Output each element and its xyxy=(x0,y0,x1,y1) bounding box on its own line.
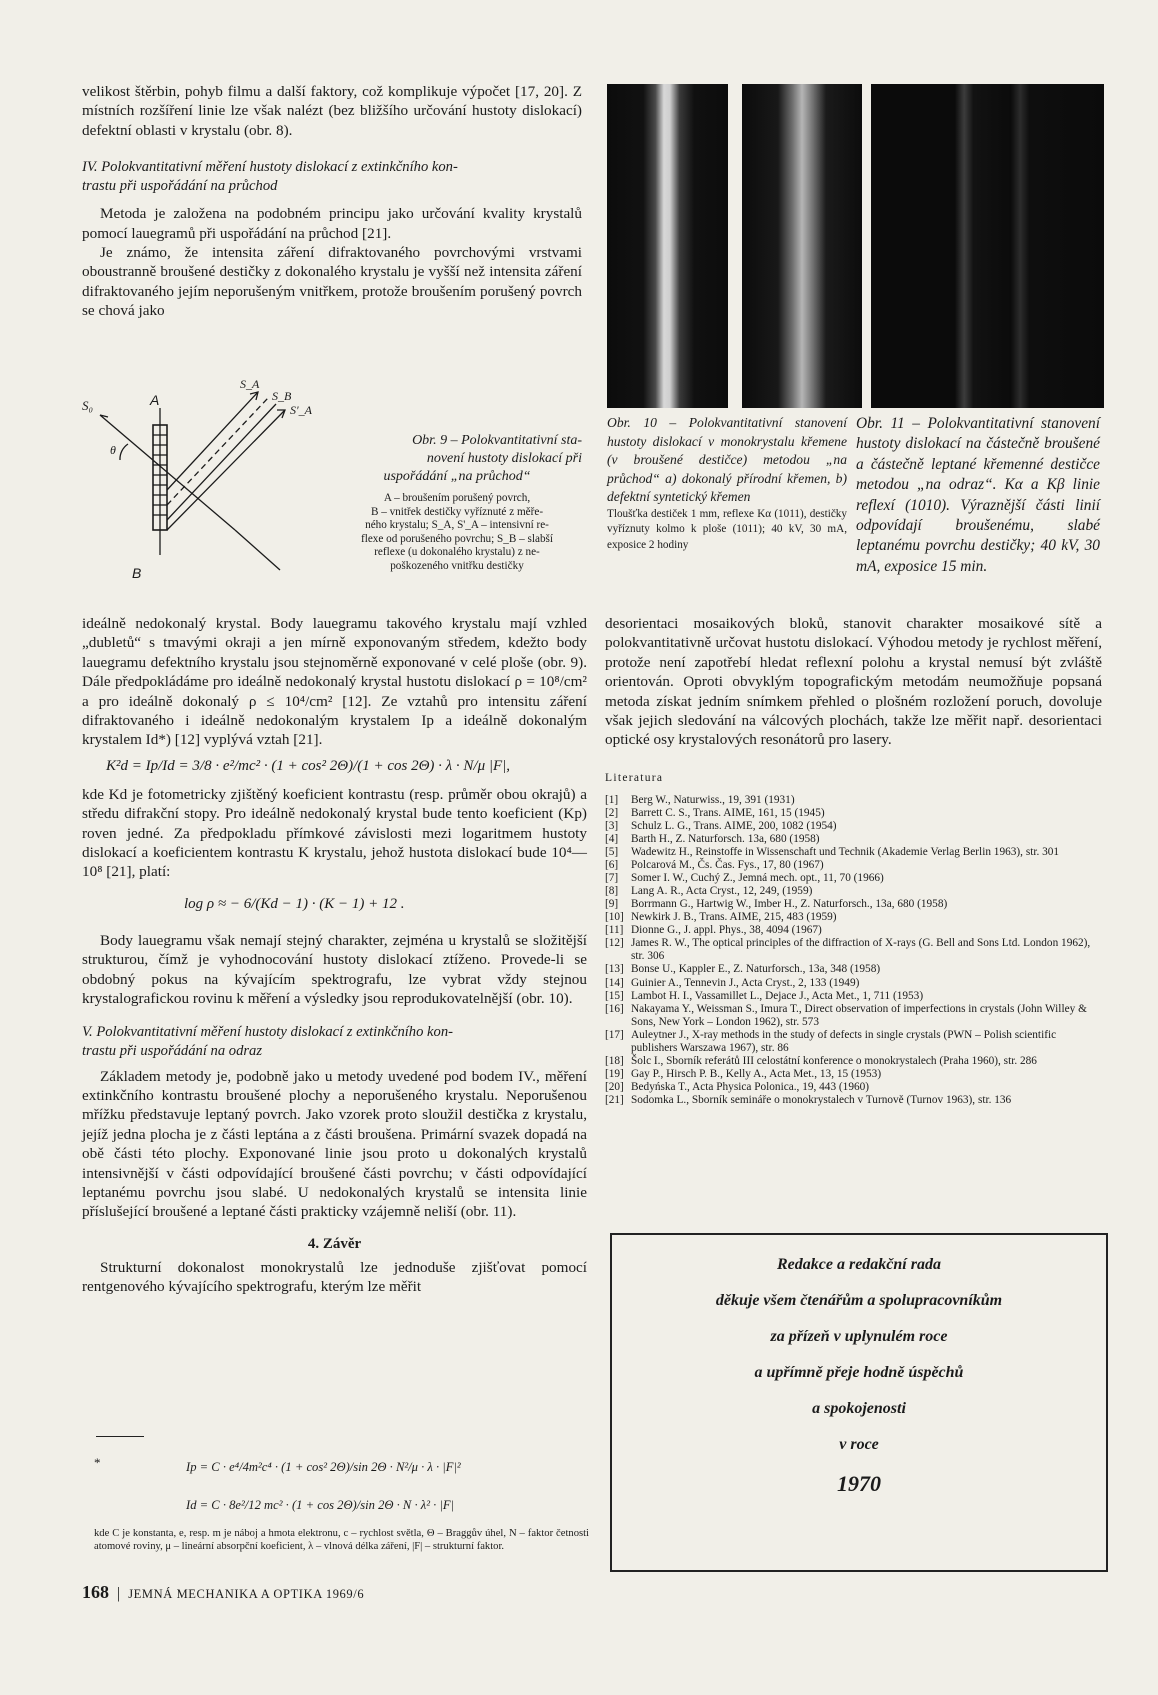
label-sa-prime: S'_A xyxy=(290,403,312,417)
reference-item xyxy=(605,885,1102,898)
notice-line: a spokojenosti xyxy=(812,1400,906,1417)
footer-divider: | xyxy=(117,1585,121,1602)
section-heading-iv-cont: trastu při uspořádání na průchod xyxy=(82,178,278,195)
footnote-eq-id: Id = C · 8e²/12 mc² · (1 + cos 2Θ)/sin 2Θ · N · λ² · |F| xyxy=(186,1498,455,1512)
reference-text: Lang A. R., Acta Cryst., 12, 249, (1959) xyxy=(631,885,813,898)
figure-9-diagram xyxy=(80,380,330,585)
figure-11-caption xyxy=(856,414,1100,577)
reference-number: [5] xyxy=(605,846,619,859)
reference-item xyxy=(605,977,1102,990)
reference-text: Barth H., Z. Naturforsch. 13a, 680 (1958) xyxy=(631,832,820,845)
reference-number: [10] xyxy=(605,911,624,924)
reference-text: Guinier A., Tennevin J., Acta Cryst., 2, 133 (1949) xyxy=(631,976,860,989)
reference-text: Šolc I., Sborník referátů III celostátní konference o monokrystalech (Praha 1960), str. 286 xyxy=(631,1054,1037,1067)
reference-number: [12] xyxy=(605,937,624,950)
fig11-title: Obr. 11 – Polokvantitativní stanovení hustoty dislokací na částečně broušené a částečně leptané křemenné destičce metodou „na odraz“. Kα a Kβ linie reflexí (1010). Výraznější části linií odpovídají broušenému, slabé leptanému povrchu destičky; 40 kV, 30 mA, exposice 15 min. xyxy=(856,415,1100,575)
reference-text: Wadewitz H., Reinstoffe in Wissenschaft und Technik (Akademie Verlag Berlin 1963), str. 301 xyxy=(631,846,1060,859)
label-theta: θ xyxy=(110,443,116,457)
reference-number: [20] xyxy=(605,1080,624,1093)
reference-number: [17] xyxy=(605,1028,624,1041)
notice-box xyxy=(610,1233,1108,1572)
references-list xyxy=(605,794,1102,1107)
reference-item xyxy=(605,820,1102,833)
page-footer xyxy=(82,1582,682,1603)
reference-number: [13] xyxy=(605,963,624,976)
label-b: B xyxy=(132,565,142,581)
paragraph: velikost štěrbin, pohyb filmu a další faktory, což komplikuje výpočet [17, 20]. Z místních rozšíření linie lze však nalézt (bez bližšího určování hustoty dislokací) defektní oblasti v krystalu (obr. 8). xyxy=(82,83,582,139)
reference-text: Sodomka L., Sborník semináře o monokrystalech v Turnově (Turnov 1963), str. 136 xyxy=(631,1093,1012,1106)
notice-line: za přízeň v uplynulém roce xyxy=(770,1328,948,1345)
figure-10-caption xyxy=(607,414,847,553)
figure-11-photo xyxy=(871,84,1104,408)
paragraph: kde Kd je fotometricky zjištěný koeficient kontrastu (resp. průměr obou okrajů) a středu difrakční stopy. Pro ideálně nedokonalý krystal bude tento koeficient (Kp) roven jedné. Za předpokladu přímkové závislosti mezi logaritmem hustoty dislokací a koeficientem kontrastu K krystalu, jehož hustota dislokací bude 10⁴—10⁸ [21], platí: xyxy=(82,785,587,881)
reference-item xyxy=(605,924,1102,937)
paragraph: Strukturní dokonalost monokrystalů lze jednoduše zjišťovat pomocí rentgenového kývajícího spektrografu, kterým lze měřit xyxy=(82,1258,587,1296)
reference-item xyxy=(605,1068,1102,1081)
reference-item xyxy=(605,807,1102,820)
reference-text: Nakayama Y., Weissman S., Imura T., Direct observation of imperfections in crystals (John Willey & Sons, New York – London 1962), str. 573 xyxy=(631,1002,1087,1028)
paragraph: Body lauegramu však nemají stejný charakter, zejména u krystalů se složitější strukturou, čímž je vyhodnocování hustoty dislokací ztíženo. Provede-li se obdobný pokus na kývajícím spektrografu, lze vybrat vždy stejnou krystalografickou rovinu k měření a výsledky jsou reprodukovatelnější (obr. 10). xyxy=(82,931,587,1008)
reference-text: James R. W., The optical principles of the diffraction of X-rays (G. Bell and Sons Ltd. London 1962), str. 306 xyxy=(631,937,1091,963)
section-heading-iv: IV. Polokvantitativní měření hustoty dislokací z extinkčního kon- xyxy=(82,159,458,176)
reference-number: [2] xyxy=(605,806,619,819)
footnote-star: * xyxy=(94,1455,101,1470)
figure-9-caption xyxy=(332,432,582,574)
section-heading-v: V. Polokvantitativní měření hustoty dislokací z extinkčního kon- xyxy=(82,1023,453,1040)
reference-text: Auleytner J., X-ray methods in the study of defects in single crystals (PWN – Polish scientific publishers Warszawa 1967), str. 86 xyxy=(631,1028,1057,1054)
equation-kd: K²d = Ip/Id = 3/8 · e²/mc² · (1 + cos² 2Θ)/(1 + cos 2Θ) · λ · N/μ |F|, xyxy=(106,757,511,774)
notice-line: v roce xyxy=(839,1436,879,1453)
reference-number: [4] xyxy=(605,832,619,845)
reference-number: [11] xyxy=(605,924,624,937)
fig9-title: Obr. 9 – Polokvantitativní sta- xyxy=(412,433,582,448)
notice-line: Redakce a redakční rada xyxy=(777,1256,941,1273)
reference-number: [19] xyxy=(605,1067,624,1080)
reference-number: [18] xyxy=(605,1054,624,1067)
reference-text: Lambot H. I., Vassamillet L., Dejace J., Acta Met., 1, 711 (1953) xyxy=(631,989,924,1002)
figure-10a-photo xyxy=(607,84,728,408)
fig9-legend: flexe od porušeného povrchu; S_B – slabší xyxy=(360,532,554,545)
journal-title: JEMNÁ MECHANIKA A OPTIKA 1969/6 xyxy=(128,1587,365,1601)
paragraph: desorientaci mosaikových bloků, stanovit charakter mosaikové sítě a polokvantitativně určovat hustotu dislokací. Výhodou metody je rychlost měření, protože není zapotřebí hledat reflexní polohu a krystal nemusí být zvláště orientován. Oproti obvyklým topografickým metodám neumožňuje popsaná metoda získat jedním snímkem přehled o plošném rozložení poruch, dovoluje však jejich sledování na válcových plochách, takže lze měřit např. desorientaci optické osy krystalových resonátorů pro lasery. xyxy=(605,615,1102,749)
notice-line: a upřímně přeje hodně úspěchů xyxy=(754,1364,964,1381)
reference-number: [14] xyxy=(605,976,624,989)
fig9-legend: A – broušením porušený povrch, xyxy=(383,492,531,504)
reference-item xyxy=(605,937,1102,963)
label-sb: S_B xyxy=(272,389,292,403)
reference-text: Somer I. W., Cuchý Z., Jemná mech. opt., 11, 70 (1966) xyxy=(631,872,884,885)
label-a: A xyxy=(150,392,160,408)
reference-item xyxy=(605,859,1102,872)
paragraph: Metoda je založena na podobném principu jako určování kvality krystalů pomocí lauegramů při uspořádání na průchod [21]. xyxy=(82,205,582,242)
reference-item xyxy=(605,833,1102,846)
reference-number: [15] xyxy=(605,989,624,1002)
references-heading: Literatura xyxy=(605,771,664,784)
paragraph: Základem metody je, podobně jako u metody uvedené pod bodem IV., měření extinkčního kontrastu broušené plochy a neporušeného krystalu. Neporušenou mřížku představuje leptaný povrch. Jako vzorek proto sloužil destička z krystalu, jejíž jedna plocha je z části leptána a z části broušena. Primární svazek dopadá na obě části této plochy. Exponované linie jsou proto u dokonalých krystalů intensivnější v části odpovídající broušené části povrchu; v části odpovídající leptanému povrchu jsou slabé. U nedokonalých krystalů se intensita linie příslušející broušené a leptané části prakticky vzájemně neliší (obr. 11). xyxy=(82,1067,587,1221)
reference-text: Dionne G., J. appl. Phys., 38, 4094 (1967) xyxy=(631,924,822,937)
reference-item xyxy=(605,963,1102,976)
reference-item xyxy=(605,990,1102,1003)
reference-number: [16] xyxy=(605,1002,624,1015)
column-left-main xyxy=(82,614,587,1297)
section-heading-v-cont: trastu při uspořádání na odraz xyxy=(82,1042,263,1059)
label-sa: S_A xyxy=(240,380,260,391)
reference-text: Berg W., Naturwiss., 19, 391 (1931) xyxy=(631,793,795,806)
reference-item xyxy=(605,1029,1102,1055)
reference-text: Newkirk J. B., Trans. AIME, 215, 483 (1959) xyxy=(631,911,837,924)
label-s0: S₀ xyxy=(82,398,94,413)
figure-10b-photo xyxy=(742,84,862,408)
reference-item xyxy=(605,911,1102,924)
footnote-eq-ip: Ip = C · e⁴/4m²c⁴ · (1 + cos² 2Θ)/sin 2Θ · N²/μ · λ · |F|² xyxy=(186,1460,461,1474)
notice-line: děkuje všem čtenářům a spolupracovníkům xyxy=(715,1292,1003,1309)
section-heading-conclusion: 4. Závěr xyxy=(307,1235,362,1252)
reference-item xyxy=(605,872,1102,885)
reference-item xyxy=(605,794,1102,807)
reference-number: [8] xyxy=(605,885,619,898)
reference-item xyxy=(605,846,1102,859)
reference-text: Bonse U., Kappler E., Z. Naturforsch., 13a, 348 (1958) xyxy=(631,963,881,976)
fig10-detail: Tloušťka destiček 1 mm, reflexe Kα (1011), destičky vyříznuty kolmo k ploše (1011); 40 kV, 30 mA, exposice 2 hodiny xyxy=(607,507,847,551)
reference-text: Gay P., Hirsch P. B., Kelly A., Acta Met., 13, 15 (1953) xyxy=(631,1067,882,1080)
page-number: 168 xyxy=(82,1582,109,1602)
footnote-rule xyxy=(96,1436,144,1437)
fig9-title: novení hustoty dislokací při xyxy=(426,451,582,466)
reference-number: [3] xyxy=(605,819,619,832)
reference-text: Bedyńska T., Acta Physica Polonica., 19, 443 (1960) xyxy=(631,1080,870,1093)
reference-item xyxy=(605,898,1102,911)
reference-text: Polcarová M., Čs. Čas. Fys., 17, 80 (1967) xyxy=(631,859,824,872)
column-left-top xyxy=(82,82,582,321)
fig9-legend: B – vnitřek destičky vyříznuté z měře- xyxy=(370,505,544,518)
reference-number: [7] xyxy=(605,872,619,885)
reference-number: [21] xyxy=(605,1093,624,1106)
paragraph: Je známo, že intensita záření difraktovaného povrchovými vrstvami oboustranně broušené destičky z dokonalého krystalu je vyšší než intensita záření difraktovaného jejím neporušeným vnitřkem, protože broušením porušený povrch se chová jako xyxy=(82,244,582,320)
reference-text: Schulz L. G., Trans. AIME, 200, 1082 (1954) xyxy=(631,819,837,832)
footnote-text: kde C je konstanta, e, resp. m je náboj a hmota elektronu, c – rychlost světla, Θ – Braggův úhel, N – faktor četnosti atomové roviny, μ – lineární absorpční koeficient, λ – vlnová délka záření, |F| – strukturní faktor. xyxy=(94,1528,589,1552)
reference-text: Barrett C. S., Trans. AIME, 161, 15 (1945) xyxy=(631,806,825,819)
reference-item xyxy=(605,1094,1102,1107)
equation-log: log ρ ≈ − 6/(Kd − 1) · (K − 1) + 12 . xyxy=(184,895,405,912)
reference-item xyxy=(605,1003,1102,1029)
notice-year: 1970 xyxy=(837,1471,881,1496)
paragraph: ideálně nedokonalý krystal. Body lauegramu takového krystalu mají vzhled „dubletů“ s tmavými okraji a jen mírně exponovaným středem, kdežto body lauegramu defektního krystalu jsou stejnoměrně exponované v celé ploše (obr. 9). Dále předpokládáme pro ideálně nedokonalý krystal hustotu dislokací ρ = 10⁸/cm² a pro ideálně dokonalý ρ ≤ 10⁴/cm² [12]. Ze vztahů pro intensitu záření difraktovaného i ideálně nedokonalým krystalem Ip a ideálně dokonalým krystalem Id*) [12] vyplývá vztah [21]. xyxy=(82,615,587,749)
reference-item xyxy=(605,1055,1102,1068)
reference-number: [9] xyxy=(605,898,619,911)
footnote xyxy=(94,1455,589,1553)
column-right xyxy=(605,614,1102,1107)
reference-number: [1] xyxy=(605,793,619,806)
reference-number: [6] xyxy=(605,859,619,872)
fig9-legend: ného krystalu; S_A, S'_A – intensivní re- xyxy=(365,519,549,532)
reference-item xyxy=(605,1081,1102,1094)
fig10-title: Obr. 10 – Polokvantitativní stanovení hustoty dislokací v monokrystalu křemene (v broušené destičce) metodou „na průchod“ a) dokonalý přírodní křemen, b) defektní syntetický křemen xyxy=(607,415,847,505)
reference-text: Borrmann G., Hartwig W., Imber H., Z. Naturforsch., 13a, 680 (1958) xyxy=(631,898,948,911)
fig9-title: uspořádání „na průchod“ xyxy=(383,469,531,484)
fig9-legend: poškozeného vnitřku destičky xyxy=(390,559,524,572)
fig9-legend: reflexe (u dokonalého krystalu) z ne- xyxy=(374,546,540,559)
